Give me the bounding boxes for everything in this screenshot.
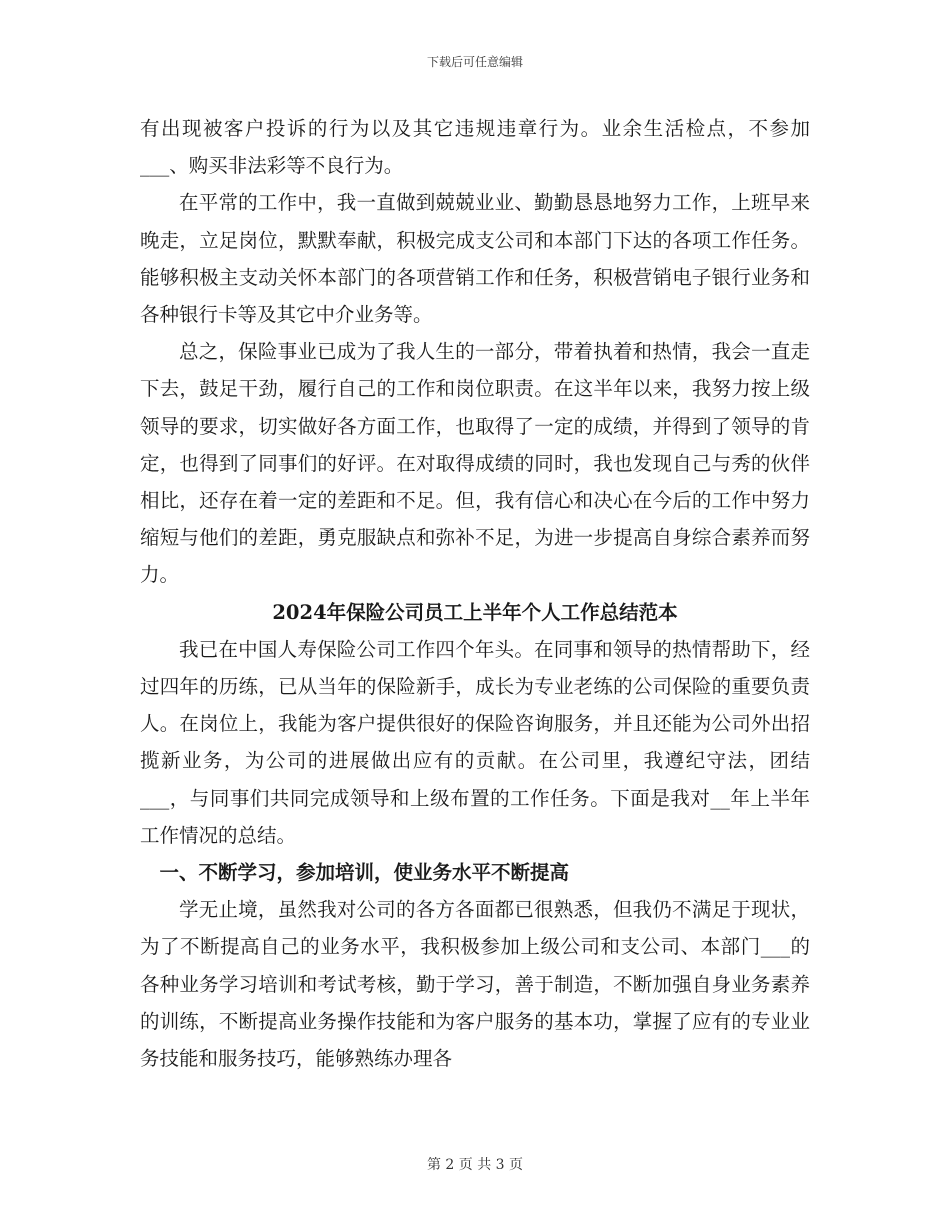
page-footer: 第 2 页 共 3 页 — [426, 1157, 524, 1173]
page-header: 下载后可任意编辑 — [426, 55, 523, 69]
paragraph-summary: 总之，保险事业已成为了我人生的一部分，带着执着和热情，我会一直走下去，鼓足干劲，履行自己的工作和岗位职责。在这半年以来，我努力按上级领导的要求，切实做好各方面工作，也取得了一定的成绩，并得到了领导的肯定，也得到了同事们的好评。在对取得成绩的同时，我也发现自己与秀的伙伴相比，还存在着一定的差距和不足。但，我有信心和决心在今后的工作中努力缩短与他们的差距，勇克服缺点和弥补不足，为进一步提高自身综合素养而努力。 — [140, 340, 810, 587]
paragraph-daily-work: 在平常的工作中，我一直做到兢兢业业、勤勤恳恳地努力工作，上班早来晚走，立足岗位，默默奉献，积极完成支公司和本部门下达的各项工作任务。能够积极主支动关怀本部门的各项营销工作和任务，积极营销电子银行业务和各种银行卡等及其它中介业务等。 — [140, 191, 810, 327]
document-body — [140, 110, 810, 1077]
document-title: 2024年保险公司员工上半年个人工作总结范本 — [272, 600, 678, 624]
paragraph-continued: 有出现被客户投诉的行为以及其它违规违章行为。业余生活检点，不参加___、购买非法彩等不良行为。 — [140, 117, 810, 178]
paragraph-intro: 我已在中国人寿保险公司工作四个年头。在同事和领导的热情帮助下，经过四年的历练，已从当年的保险新手，成长为专业老练的公司保险的重要负责人。在岗位上，我能为客户提供很好的保险咨询服务，并且还能为公司外出招揽新业务，为公司的进展做出应有的贡献。在公司里，我遵纪守法，团结___，与同事们共同完成领导和上级布置的工作任务。下面是我对__年上半年工作情况的总结。 — [140, 637, 810, 847]
paragraph-learning: 学无止境，虽然我对公司的各方各面都已很熟悉，但我仍不满足于现状，为了不断提高自己的业务水平，我积极参加上级公司和支公司、本部门___的各种业务学习培训和考试考核，勤于学习，善于制造，不断加强自身业务素养的训练，不断提高业务操作技能和为客户服务的基本功，掌握了应有的专业业务技能和服务技巧，能够熟练办理各 — [140, 898, 810, 1071]
section-heading-1: 一、不断学习，参加培训，使业务水平不断提高 — [159, 861, 570, 885]
